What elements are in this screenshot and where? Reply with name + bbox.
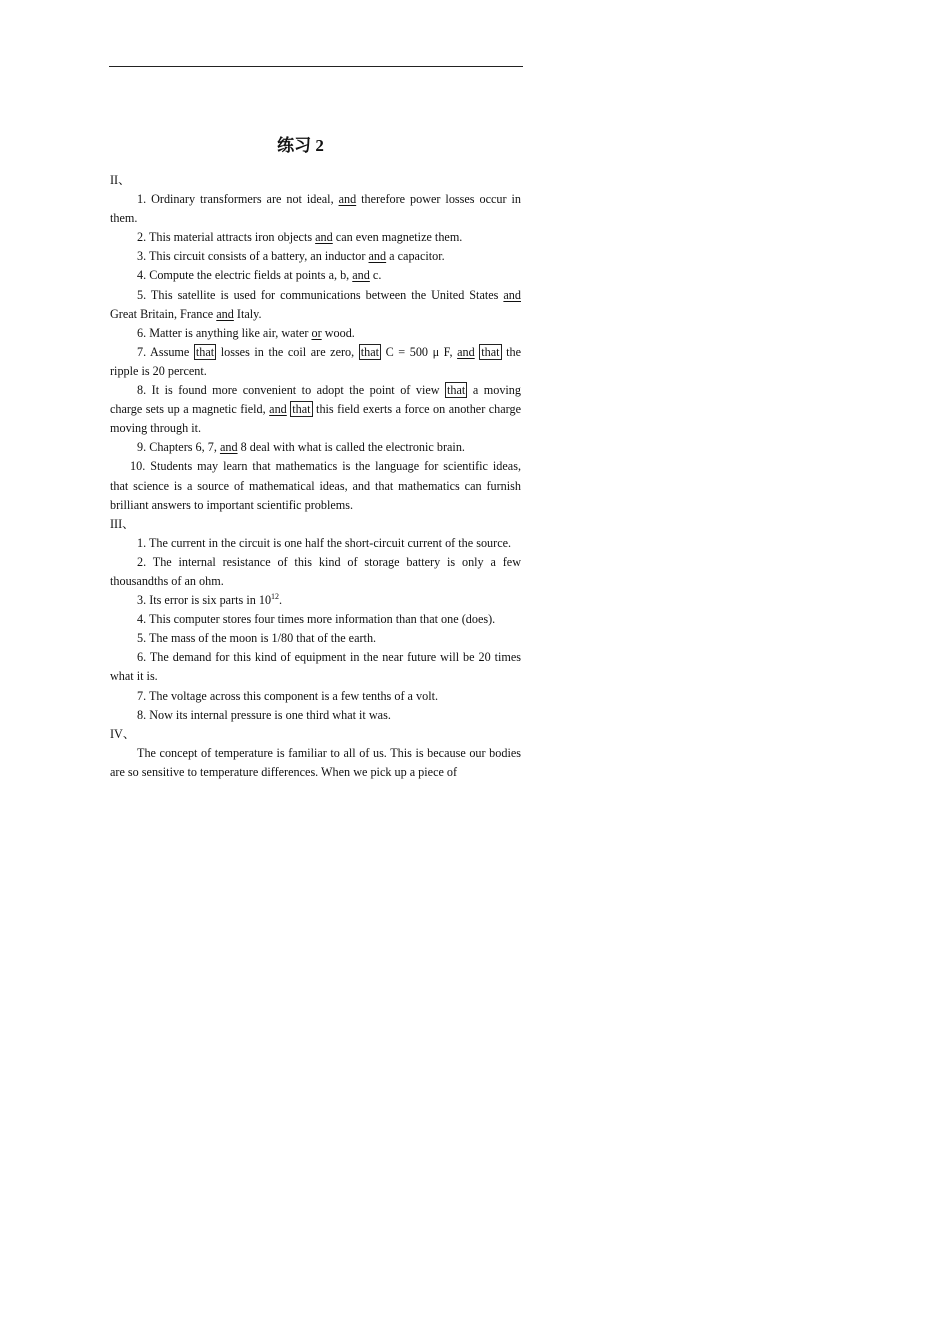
iii-item-1: 1. The current in the circuit is one half the short-circuit current of the source. xyxy=(137,535,512,550)
iii-item-4: 4. This computer stores four times more information than that one (does). xyxy=(137,612,496,627)
ii-item-10: 10. Students may learn that mathematics is the language for scientific ideas, that science is a source of mathematical ideas, and that mathematics can furnish brilliant answers to important scientific problems. xyxy=(110,459,521,512)
page-title: 练习 2 xyxy=(277,136,324,155)
section-heading-ii: II、 xyxy=(110,173,131,187)
header-rule xyxy=(109,66,523,67)
iv-paragraph: The concept of temperature is familiar to all of us. This is because our bodies are so sensitive to temperature differences. When we pick up a piece of xyxy=(110,745,521,779)
section-heading-iv: IV、 xyxy=(110,726,136,741)
ii-item-7: 7. Assume that losses in the coil are zero, that C = 500 μ F, and that the ripple is 20 percent. xyxy=(110,344,521,378)
iii-item-6: 6. The demand for this kind of equipment in the near future will be 20 times what it is. xyxy=(110,650,521,684)
iii-item-7: 7. The voltage across this component is a few tenths of a volt. xyxy=(137,688,439,703)
iii-item-3: 3. Its error is six parts in $10^{12}$. xyxy=(137,592,283,608)
section-heading-iii: III、 xyxy=(110,516,135,531)
ii-item-4: 4. Compute the electric fields at points a, b, and c. xyxy=(137,268,382,283)
iii-item-8: 8. Now its internal pressure is one third what it was. xyxy=(137,707,391,722)
ii-item-5: 5. This satellite is used for communications between the United States and Great Britain, France and Italy. xyxy=(110,287,521,321)
ii-item-3: 3. This circuit consists of a battery, an inductor and a capacitor. xyxy=(137,249,445,264)
ii-item-9: 9. Chapters 6, 7, and 8 deal with what is called the electronic brain. xyxy=(137,440,465,455)
ii-item-2: 2. This material attracts iron objects and can even magnetize them. xyxy=(137,230,463,245)
exercise-document xyxy=(110,133,521,782)
iii-item-5: 5. The mass of the moon is 1/80 that of the earth. xyxy=(137,631,377,646)
iii-item-2: 2. The internal resistance of this kind of storage battery is only a few thousandths of an ohm. xyxy=(110,554,521,588)
ii-item-1: 1. Ordinary transformers are not ideal, and therefore power losses occur in them. xyxy=(110,192,521,226)
ii-item-6: 6. Matter is anything like air, water or wood. xyxy=(137,325,355,340)
ii-item-8: 8. It is found more convenient to adopt the point of view that a moving charge sets up a magnetic field, and that this field exerts a force on another charge moving through it. xyxy=(110,383,522,436)
